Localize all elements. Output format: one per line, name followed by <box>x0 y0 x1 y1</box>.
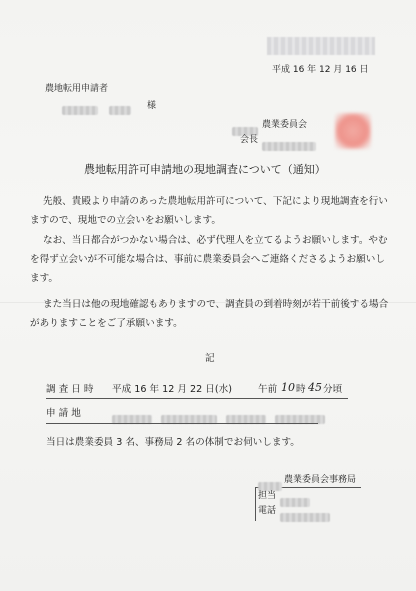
staff-note: 当日は農業委員 3 名、事務局 2 名の体制でお伺いします。 <box>46 437 300 448</box>
body-p1-line2: ますので、現地での立会いをお願いします。 <box>30 215 221 226</box>
body-p2-line2: を得ず立会いが不可能な場合は、事前に農業委員会へご連絡くださるようお願いし <box>30 254 385 265</box>
document-date: 平成 16 年 12 月 16 日 <box>272 65 369 75</box>
site-underline <box>46 423 318 424</box>
recipient-name-redacted <box>62 100 131 119</box>
date-underline <box>46 398 348 399</box>
inspection-time-prefix: 午前 <box>258 384 278 395</box>
body-p3-line1: また当日は他の現地確認もありますので、調査員の到着時刻が若干前後する場合 <box>43 299 389 310</box>
inspection-time-minute: 45 <box>308 381 322 394</box>
inspection-time-hour: 10 <box>281 381 295 394</box>
document-title: 農地転用許可申請地の現地調査について（通知） <box>84 163 326 176</box>
redacted-header-stamp <box>267 37 375 55</box>
ki-heading: 記 <box>205 353 215 364</box>
contact-office: 農業委員会事務局 <box>284 475 357 485</box>
sender-chair-redacted <box>262 136 316 155</box>
official-seal <box>335 113 371 149</box>
body-p1-line1: 先般、貴殿より申請のあった農地転用許可について、下記により現地調査を行い <box>43 196 388 207</box>
body-p3-line2: がありますことをご了承願います。 <box>30 318 183 329</box>
site-address-redacted <box>112 409 325 428</box>
contact-phone-label: 電話 <box>258 506 277 516</box>
body-p2-line3: ます。 <box>30 273 59 284</box>
sender-chair-label: 会長 <box>240 135 259 145</box>
inspection-time-hour-unit: 時 <box>296 384 306 395</box>
body-p2-line1: なお、当日都合がつかない場合は、必ず代理人を立てるようお願いします。やむ <box>43 235 388 246</box>
contact-person-label: 担当 <box>258 491 277 501</box>
recipient-honorific: 様 <box>147 101 157 111</box>
site-label: 申 請 地 <box>46 408 81 419</box>
inspection-date-value: 平成 16 年 12 月 22 日(水) <box>112 384 232 395</box>
inspection-time-minute-unit: 分頃 <box>323 384 343 395</box>
contact-phone-redacted <box>280 507 330 526</box>
recipient-label: 農地転用申請者 <box>45 84 109 94</box>
inspection-date-label: 調 査 日 時 <box>46 384 94 395</box>
sender-org: 農業委員会 <box>262 120 308 130</box>
